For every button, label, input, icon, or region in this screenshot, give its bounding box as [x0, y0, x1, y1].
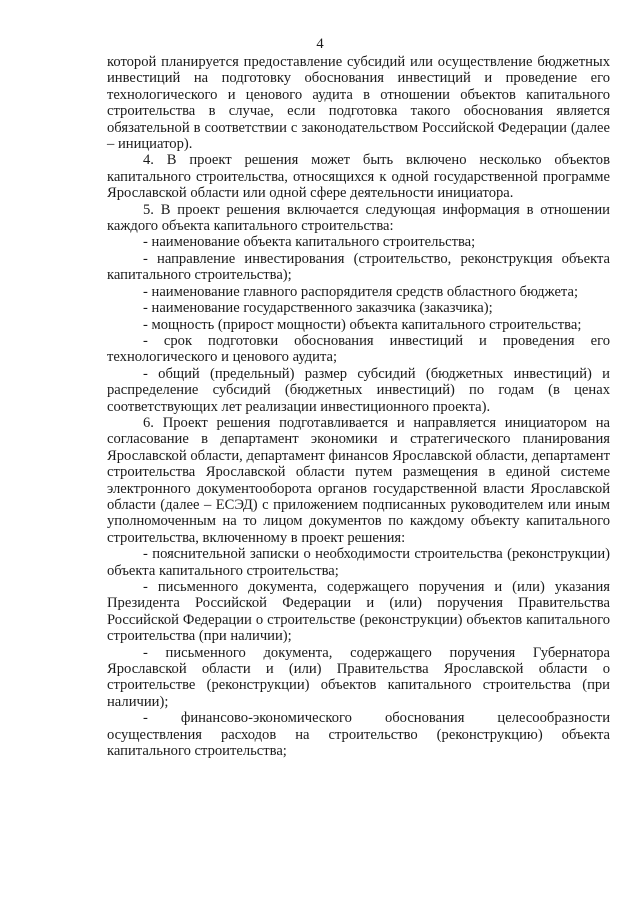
list-item: - мощность (прирост мощности) объекта капитального строительства; [143, 316, 582, 333]
list-item: - финансово-экономического обоснования целесообразности осуществления расходов на строительство (реконструкцию) объекта капитального строительства; [107, 710, 610, 760]
list-item: - письменного документа, содержащего поручения Губернатора Ярославской области и (или) Правительства Ярославской области о строительстве (реконструкции) объектов капитального строительства (при наличии); [107, 644, 610, 710]
paragraph-continuation: которой планируется предоставление субсидий или осуществление бюджетных инвестиций на подготовку обоснования инвестиций и проведение его технологического и ценового аудита в отношении объектов капитального строительства в случае, если подготовка такого обоснования является обязательной в соответствии с законодательством Российской Федерации (далее – инициатор). [107, 54, 610, 153]
paragraph-item-5: 5. В проект решения включается следующая информация в отношении каждого объекта капитального строительства: [107, 201, 610, 235]
list-item: - письменного документа, содержащего поручения и (или) указания Президента Российской Федерации и (или) поручения Правительства Российской Федерации о строительстве (реконструкции) объектов капитального строительства (при наличии); [107, 579, 610, 645]
list-item: - общий (предельный) размер субсидий (бюджетных инвестиций) и распределение субсидий (бюджетных инвестиций) по годам (в ценах соответствующих лет реализации инвестиционного проекта). [107, 365, 610, 415]
list-item: - наименование объекта капитального строительства; [143, 234, 476, 251]
page-number: 4 [316, 36, 324, 52]
list-item: - наименование главного распорядителя средств областного бюджета; [143, 283, 579, 300]
list-item: - пояснительной записки о необходимости строительства (реконструкции) объекта капитального строительства; [107, 546, 610, 579]
list-item: - наименование государственного заказчика (заказчика); [143, 300, 493, 317]
paragraph-item-6: 6. Проект решения подготавливается и направляется инициатором на согласование в департамент экономики и стратегического планирования Ярославской области, департамент финансов Ярославской области, департамент строительства Ярославской области путем размещения в единой системе электронного документооборота органов государственной власти Ярославской области (далее – ЕСЭД) с приложением подписанных руководителем или иным уполномоченным на то лицом документов по каждому объекту капитального строительства, включенному в проект решения: [107, 414, 610, 546]
paragraph-item-4: 4. В проект решения может быть включено несколько объектов капитального строительства, относящихся к одной государственной программе Ярославской области или одной сфере деятельности инициатора. [107, 152, 610, 202]
list-item: - срок подготовки обоснования инвестиций и проведения его технологического и ценового аудита; [107, 332, 610, 366]
list-item: - направление инвестирования (строительство, реконструкция объекта капитального строительства); [107, 250, 610, 284]
document-body [107, 54, 610, 759]
